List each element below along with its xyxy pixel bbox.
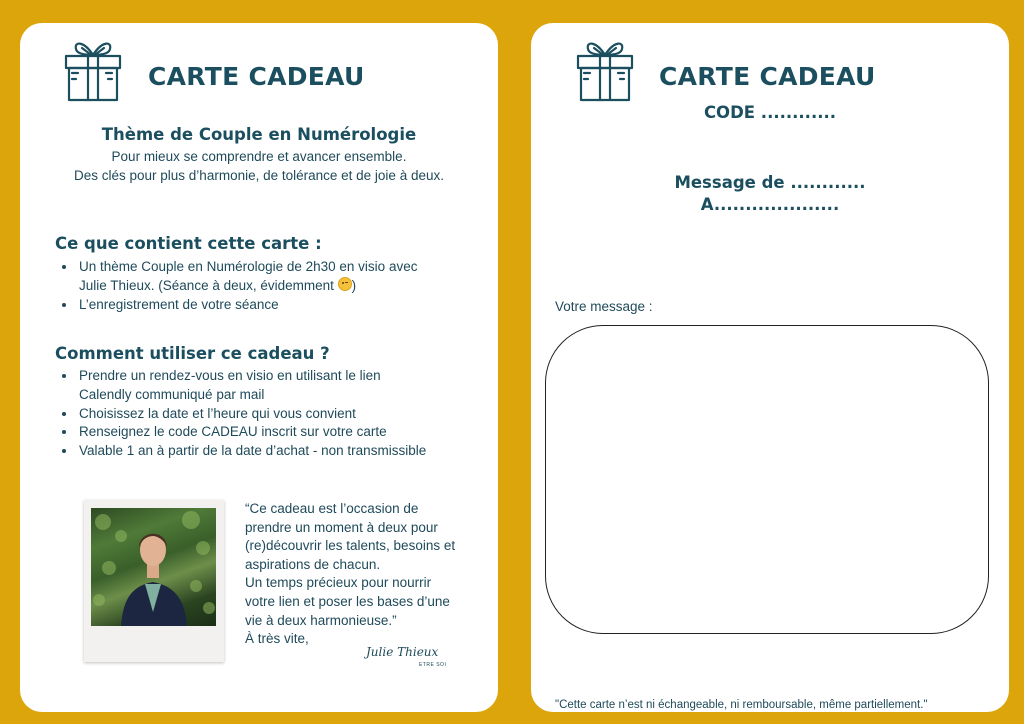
portrait-photo — [91, 508, 216, 626]
contents-heading: Ce que contient cette carte : — [55, 234, 322, 253]
gift-box-icon — [574, 37, 636, 103]
polaroid-photo — [84, 500, 224, 662]
quote-text: “Ce cadeau est l’occasion de prendre un moment à deux pour (re)découvrir les talents, besoins et aspirations de chacun. Un temps précieux pour nourrir votre lien et poser les bases d’une vie à deux harmonieuse.” À très vite, — [245, 501, 456, 647]
list-item: • Prendre un rendez-vous en visio en utilisant le lien Calendly communiqué par mail — [77, 367, 507, 405]
list-item: • Choisissez la date et l’heure qui vous convient — [77, 405, 507, 424]
usage-heading: Comment utiliser ce cadeau ? — [55, 344, 330, 363]
card-title: CARTE CADEAU — [659, 62, 876, 91]
gift-card-front — [20, 23, 498, 712]
card-title: CARTE CADEAU — [148, 62, 365, 91]
list-item: • Renseignez le code CADEAU inscrit sur votre carte — [77, 423, 507, 442]
signature-tagline: ETRE SOI — [419, 662, 447, 668]
theme-description: Des clés pour plus d’harmonie, de tolérance et de joie à deux. — [74, 168, 444, 183]
list-item: • Valable 1 an à partir de la date d’achat - non transmissible — [77, 442, 507, 461]
winking-face-icon — [338, 277, 352, 291]
theme-subtitle: Pour mieux se comprendre et avancer ensemble. — [111, 149, 407, 164]
message-from-field: Message de ............ — [674, 173, 866, 192]
message-box — [545, 325, 989, 634]
theme-title: Thème de Couple en Numérologie — [101, 125, 417, 144]
gift-card-back — [531, 23, 1009, 712]
signature: Julie Thieux — [366, 645, 439, 659]
usage-list — [55, 367, 507, 461]
theme-block — [20, 125, 498, 185]
message-label: Votre message : — [555, 299, 653, 314]
code-field: CODE ............ — [703, 103, 837, 122]
list-item: • L’enregistrement de votre séance — [77, 296, 497, 315]
disclaimer-note: "Cette carte n’est ni échangeable, ni remboursable, même partiellement." — [555, 699, 928, 711]
dedication-block — [531, 173, 1009, 214]
list-item: • Un thème Couple en Numérologie de 2h30 en visio avec Julie Thieux. (Séance à deux, évidemment ) — [77, 258, 497, 296]
message-to-field: A.................... — [700, 195, 840, 214]
contents-list — [55, 258, 497, 314]
gift-box-icon — [62, 37, 124, 103]
